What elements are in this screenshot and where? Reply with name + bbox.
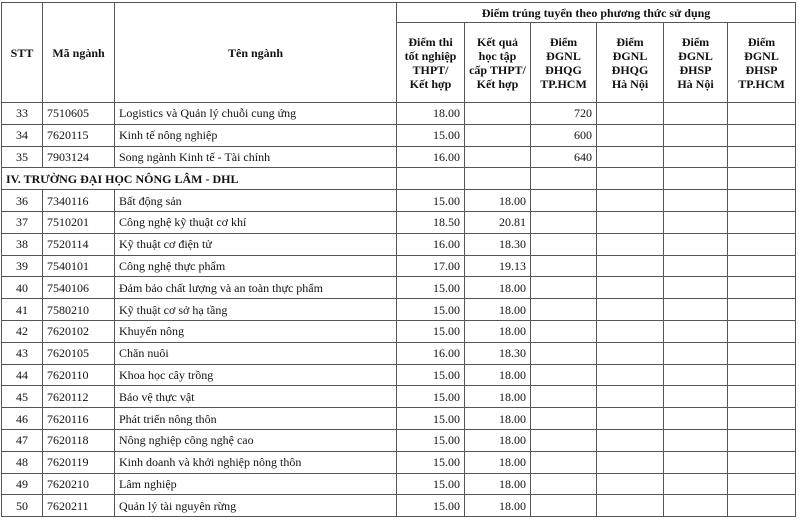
table-row xyxy=(2,473,796,495)
header-line: Điểm xyxy=(747,34,776,49)
cell-dgnl-dhsp-hcm xyxy=(728,386,796,408)
cell-code: 7620116 xyxy=(43,408,115,430)
header-stt: STT xyxy=(2,3,43,103)
section-title: IV. TRƯỜNG ĐẠI HỌC NÔNG LÂM - DHL xyxy=(2,168,397,190)
cell-code: 7620210 xyxy=(43,473,115,495)
empty-cell xyxy=(531,168,597,190)
cell-thpt: 15.00 xyxy=(397,124,465,146)
cell-code: 7620115 xyxy=(43,124,115,146)
cell-name: Đảm bảo chất lượng và an toàn thực phẩm xyxy=(115,277,397,299)
cell-dgnl-dhqg-hn xyxy=(597,342,664,364)
cell-thpt: 15.00 xyxy=(397,473,465,495)
table-row xyxy=(2,408,796,430)
header-line: ĐGNL xyxy=(744,48,779,63)
cell-name: Công nghệ thực phẩm xyxy=(115,255,397,277)
cell-name: Khuyến nông xyxy=(115,320,397,342)
cell-dgnl-dhsp-hn xyxy=(664,255,728,277)
header-line: cấp THPT/ xyxy=(469,62,526,77)
header-line: học tập xyxy=(478,48,517,63)
header-line: tốt nghiệp xyxy=(404,48,457,63)
cell-dgnl-dhqg-hcm xyxy=(531,495,597,517)
cell-code: 7903124 xyxy=(43,146,115,168)
cell-thpt: 18.50 xyxy=(397,211,465,233)
header-line: TP.HCM xyxy=(738,76,785,91)
header-line: Kết quả xyxy=(476,34,518,49)
cell-dgnl-dhqg-hcm xyxy=(531,342,597,364)
cell-thpt: 15.00 xyxy=(397,190,465,212)
cell-dgnl-dhsp-hcm xyxy=(728,495,796,517)
cell-hoc-ba: 18.00 xyxy=(465,364,531,386)
cell-dgnl-dhqg-hcm xyxy=(531,320,597,342)
cell-thpt: 16.00 xyxy=(397,233,465,255)
empty-cell xyxy=(465,168,531,190)
cell-dgnl-dhsp-hcm xyxy=(728,299,796,321)
cell-code: 7580210 xyxy=(43,299,115,321)
cell-stt: 40 xyxy=(2,277,43,299)
cell-code: 7620211 xyxy=(43,495,115,517)
cell-dgnl-dhqg-hcm: 720 xyxy=(531,103,597,125)
cell-stt: 46 xyxy=(2,408,43,430)
cell-stt: 33 xyxy=(2,103,43,125)
admission-scores-table xyxy=(1,2,796,517)
cell-dgnl-dhsp-hcm xyxy=(728,342,796,364)
cell-hoc-ba: 18.00 xyxy=(465,495,531,517)
cell-name: Quản lý tài nguyên rừng xyxy=(115,495,397,517)
cell-dgnl-dhsp-hn xyxy=(664,190,728,212)
cell-dgnl-dhqg-hcm xyxy=(531,299,597,321)
header-hoc-ba xyxy=(465,23,531,103)
cell-dgnl-dhqg-hcm xyxy=(531,429,597,451)
cell-thpt: 16.00 xyxy=(397,146,465,168)
cell-dgnl-dhsp-hn xyxy=(664,495,728,517)
table-row xyxy=(2,495,796,517)
cell-dgnl-dhqg-hcm xyxy=(531,255,597,277)
cell-hoc-ba xyxy=(465,124,531,146)
cell-dgnl-dhsp-hcm xyxy=(728,451,796,473)
cell-dgnl-dhsp-hn xyxy=(664,451,728,473)
cell-stt: 45 xyxy=(2,386,43,408)
cell-dgnl-dhqg-hn xyxy=(597,146,664,168)
cell-dgnl-dhsp-hn xyxy=(664,342,728,364)
cell-stt: 48 xyxy=(2,451,43,473)
cell-stt: 49 xyxy=(2,473,43,495)
cell-hoc-ba: 18.00 xyxy=(465,277,531,299)
cell-dgnl-dhsp-hcm xyxy=(728,103,796,125)
cell-dgnl-dhqg-hn xyxy=(597,429,664,451)
cell-hoc-ba: 18.00 xyxy=(465,429,531,451)
cell-thpt: 15.00 xyxy=(397,451,465,473)
cell-code: 7620102 xyxy=(43,320,115,342)
cell-hoc-ba: 19.13 xyxy=(465,255,531,277)
cell-thpt: 15.00 xyxy=(397,320,465,342)
cell-thpt: 15.00 xyxy=(397,495,465,517)
cell-stt: 37 xyxy=(2,211,43,233)
cell-dgnl-dhsp-hcm xyxy=(728,146,796,168)
cell-code: 7520114 xyxy=(43,233,115,255)
cell-hoc-ba: 18.00 xyxy=(465,473,531,495)
table-row xyxy=(2,320,796,342)
cell-dgnl-dhqg-hn xyxy=(597,299,664,321)
cell-code: 7540101 xyxy=(43,255,115,277)
cell-dgnl-dhsp-hn xyxy=(664,211,728,233)
header-line: Kết hợp xyxy=(409,76,452,91)
table-row xyxy=(2,277,796,299)
cell-name: Logistics và Quản lý chuỗi cung ứng xyxy=(115,103,397,125)
table-row xyxy=(2,364,796,386)
cell-code: 7620105 xyxy=(43,342,115,364)
cell-stt: 38 xyxy=(2,233,43,255)
table-row xyxy=(2,429,796,451)
cell-dgnl-dhsp-hcm xyxy=(728,277,796,299)
cell-dgnl-dhsp-hn xyxy=(664,124,728,146)
header-dgnl-dhqg-hn xyxy=(597,23,664,103)
cell-thpt: 15.00 xyxy=(397,277,465,299)
cell-dgnl-dhsp-hcm xyxy=(728,320,796,342)
header-ma-nganh: Mã ngành xyxy=(43,3,115,103)
cell-dgnl-dhqg-hcm xyxy=(531,408,597,430)
cell-name: Công nghệ kỹ thuật cơ khí xyxy=(115,211,397,233)
cell-dgnl-dhsp-hn xyxy=(664,473,728,495)
cell-thpt: 18.00 xyxy=(397,103,465,125)
cell-name: Nông nghiệp công nghệ cao xyxy=(115,429,397,451)
cell-dgnl-dhqg-hcm xyxy=(531,473,597,495)
header-line: Hà Nội xyxy=(677,76,714,91)
cell-stt: 47 xyxy=(2,429,43,451)
cell-dgnl-dhqg-hcm xyxy=(531,364,597,386)
section-row xyxy=(2,168,796,190)
cell-dgnl-dhqg-hn xyxy=(597,495,664,517)
cell-stt: 43 xyxy=(2,342,43,364)
cell-dgnl-dhsp-hcm xyxy=(728,233,796,255)
table-row xyxy=(2,103,796,125)
cell-dgnl-dhsp-hn xyxy=(664,277,728,299)
cell-dgnl-dhsp-hcm xyxy=(728,473,796,495)
cell-hoc-ba: 20.81 xyxy=(465,211,531,233)
header-line: THPT/ xyxy=(412,62,449,77)
cell-hoc-ba: 18.00 xyxy=(465,408,531,430)
header-dgnl-dhsp-hcm xyxy=(728,23,796,103)
cell-dgnl-dhqg-hn xyxy=(597,124,664,146)
cell-code: 7540106 xyxy=(43,277,115,299)
cell-thpt: 17.00 xyxy=(397,255,465,277)
cell-dgnl-dhqg-hcm: 600 xyxy=(531,124,597,146)
header-line: Hà Nội xyxy=(611,76,649,91)
table-row xyxy=(2,451,796,473)
cell-name: Chăn nuôi xyxy=(115,342,397,364)
cell-thpt: 15.00 xyxy=(397,408,465,430)
cell-code: 7340116 xyxy=(43,190,115,212)
cell-dgnl-dhsp-hcm xyxy=(728,190,796,212)
header-line: ĐGNL xyxy=(678,48,713,63)
table-row xyxy=(2,386,796,408)
cell-code: 7510605 xyxy=(43,103,115,125)
header-line: ĐHSP xyxy=(679,62,712,77)
cell-dgnl-dhqg-hcm xyxy=(531,451,597,473)
cell-dgnl-dhsp-hn xyxy=(664,320,728,342)
cell-dgnl-dhsp-hn xyxy=(664,408,728,430)
cell-hoc-ba xyxy=(465,146,531,168)
cell-hoc-ba: 18.00 xyxy=(465,386,531,408)
cell-code: 7620110 xyxy=(43,364,115,386)
cell-dgnl-dhsp-hcm xyxy=(728,211,796,233)
cell-stt: 42 xyxy=(2,320,43,342)
cell-dgnl-dhqg-hn xyxy=(597,103,664,125)
cell-dgnl-dhqg-hn xyxy=(597,473,664,495)
cell-dgnl-dhsp-hn xyxy=(664,146,728,168)
cell-dgnl-dhsp-hn xyxy=(664,386,728,408)
cell-dgnl-dhsp-hn xyxy=(664,103,728,125)
cell-dgnl-dhqg-hn xyxy=(597,386,664,408)
cell-hoc-ba: 18.00 xyxy=(465,451,531,473)
cell-hoc-ba xyxy=(465,103,531,125)
cell-dgnl-dhqg-hn xyxy=(597,320,664,342)
cell-dgnl-dhqg-hcm xyxy=(531,277,597,299)
cell-thpt: 16.00 xyxy=(397,342,465,364)
table-row xyxy=(2,124,796,146)
cell-dgnl-dhsp-hn xyxy=(664,299,728,321)
header-dgnl-dhsp-hn xyxy=(664,23,728,103)
cell-thpt: 15.00 xyxy=(397,386,465,408)
table-row xyxy=(2,255,796,277)
cell-dgnl-dhqg-hcm: 640 xyxy=(531,146,597,168)
empty-cell xyxy=(397,168,465,190)
table-row xyxy=(2,211,796,233)
header-line: Điểm xyxy=(681,34,710,49)
cell-hoc-ba: 18.30 xyxy=(465,233,531,255)
header-line: Kết hợp xyxy=(476,76,519,91)
cell-stt: 39 xyxy=(2,255,43,277)
table-row xyxy=(2,146,796,168)
cell-name: Kỹ thuật cơ điện tử xyxy=(115,233,397,255)
cell-stt: 34 xyxy=(2,124,43,146)
header-line: ĐGNL xyxy=(546,48,581,63)
header-dgnl-dhqg-hcm xyxy=(531,23,597,103)
cell-hoc-ba: 18.30 xyxy=(465,342,531,364)
cell-hoc-ba: 18.00 xyxy=(465,299,531,321)
cell-stt: 36 xyxy=(2,190,43,212)
header-line: ĐHQG xyxy=(545,62,582,77)
cell-stt: 50 xyxy=(2,495,43,517)
header-line: Điểm thi xyxy=(408,34,453,49)
cell-thpt: 15.00 xyxy=(397,364,465,386)
table-row xyxy=(2,233,796,255)
cell-dgnl-dhsp-hcm xyxy=(728,124,796,146)
table-row xyxy=(2,190,796,212)
empty-cell xyxy=(597,168,664,190)
header-line: ĐHSP xyxy=(745,62,778,77)
cell-dgnl-dhqg-hn xyxy=(597,233,664,255)
header-line: Điểm xyxy=(616,34,644,49)
cell-name: Song ngành Kinh tế - Tài chính xyxy=(115,146,397,168)
header-ten-nganh: Tên ngành xyxy=(115,3,397,103)
cell-code: 7510201 xyxy=(43,211,115,233)
cell-thpt: 15.00 xyxy=(397,429,465,451)
cell-thpt: 15.00 xyxy=(397,299,465,321)
cell-dgnl-dhsp-hcm xyxy=(728,408,796,430)
cell-hoc-ba: 18.00 xyxy=(465,190,531,212)
cell-stt: 41 xyxy=(2,299,43,321)
header-line: TP.HCM xyxy=(540,76,587,91)
header-line: ĐHQG xyxy=(611,62,649,77)
header-method-group: Điểm trúng tuyển theo phương thức sử dụng xyxy=(397,3,796,23)
cell-dgnl-dhqg-hcm xyxy=(531,190,597,212)
cell-dgnl-dhsp-hn xyxy=(664,429,728,451)
empty-cell xyxy=(664,168,728,190)
cell-dgnl-dhqg-hn xyxy=(597,408,664,430)
table-row xyxy=(2,299,796,321)
cell-dgnl-dhqg-hn xyxy=(597,211,664,233)
cell-name: Lâm nghiệp xyxy=(115,473,397,495)
cell-dgnl-dhsp-hcm xyxy=(728,255,796,277)
cell-dgnl-dhsp-hn xyxy=(664,364,728,386)
cell-code: 7620119 xyxy=(43,451,115,473)
cell-code: 7620118 xyxy=(43,429,115,451)
cell-dgnl-dhqg-hcm xyxy=(531,211,597,233)
header-line: ĐGNL xyxy=(612,48,648,63)
cell-dgnl-dhqg-hcm xyxy=(531,386,597,408)
cell-name: Phát triển nông thôn xyxy=(115,408,397,430)
cell-dgnl-dhqg-hn xyxy=(597,451,664,473)
cell-hoc-ba: 18.00 xyxy=(465,320,531,342)
cell-code: 7620112 xyxy=(43,386,115,408)
cell-stt: 44 xyxy=(2,364,43,386)
cell-name: Kinh tế nông nghiệp xyxy=(115,124,397,146)
cell-dgnl-dhqg-hn xyxy=(597,277,664,299)
header-thpt xyxy=(397,23,465,103)
cell-name: Kinh doanh và khởi nghiệp nông thôn xyxy=(115,451,397,473)
cell-name: Kỹ thuật cơ sở hạ tầng xyxy=(115,299,397,321)
cell-dgnl-dhsp-hcm xyxy=(728,429,796,451)
header-line: Điểm xyxy=(549,34,578,49)
cell-dgnl-dhqg-hn xyxy=(597,255,664,277)
cell-name: Bất động sản xyxy=(115,190,397,212)
cell-dgnl-dhsp-hn xyxy=(664,233,728,255)
table-row xyxy=(2,342,796,364)
cell-dgnl-dhqg-hcm xyxy=(531,233,597,255)
cell-dgnl-dhsp-hcm xyxy=(728,364,796,386)
cell-dgnl-dhqg-hn xyxy=(597,190,664,212)
cell-name: Bảo vệ thực vật xyxy=(115,386,397,408)
cell-name: Khoa học cây trồng xyxy=(115,364,397,386)
empty-cell xyxy=(728,168,796,190)
cell-dgnl-dhqg-hn xyxy=(597,364,664,386)
cell-stt: 35 xyxy=(2,146,43,168)
